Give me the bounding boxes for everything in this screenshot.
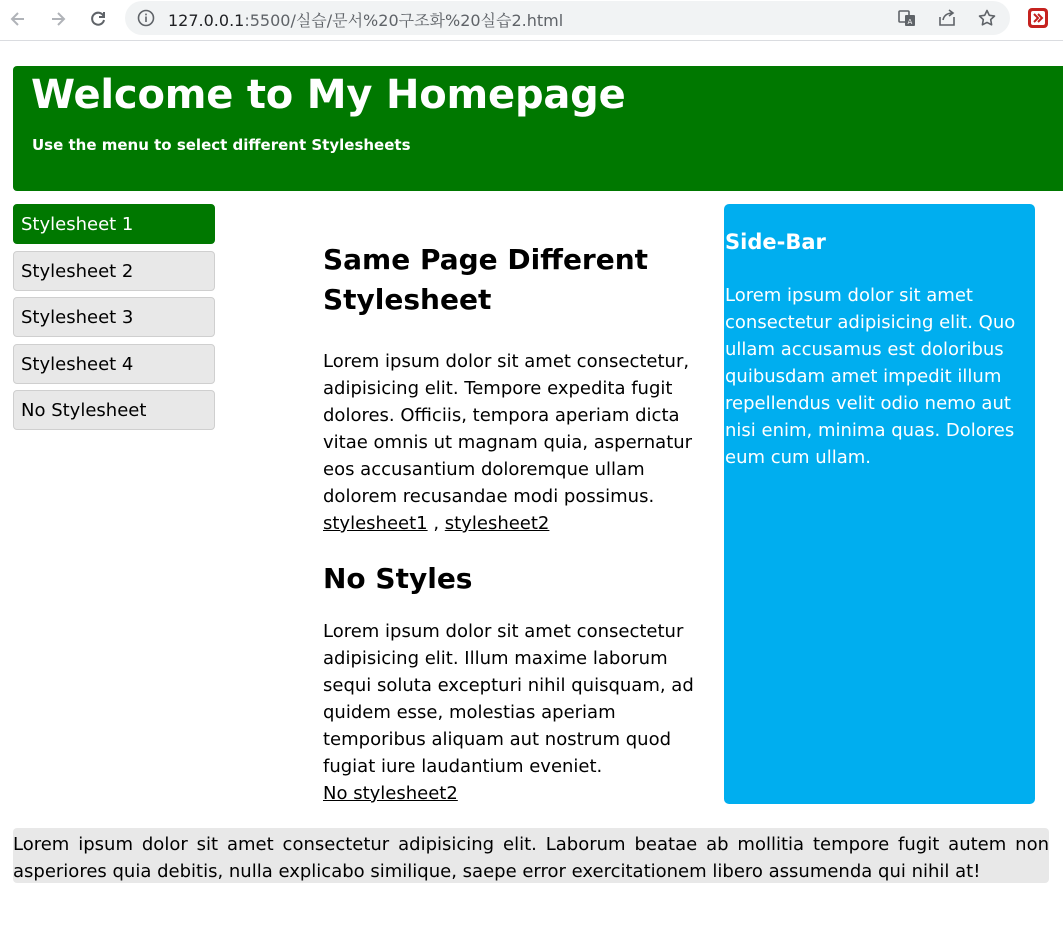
page-footer — [13, 828, 1049, 883]
no-stylesheet2-link[interactable]: No stylesheet2 — [323, 783, 458, 804]
section1-text-block — [323, 348, 701, 537]
url-path: :5500/실습/문서%20구조화%20실습2.html — [244, 11, 564, 30]
stylesheet1-link[interactable]: stylesheet1 — [323, 513, 428, 534]
menu-item-stylesheet-3[interactable]: Stylesheet 3 — [13, 297, 215, 337]
back-button[interactable] — [5, 6, 31, 32]
link-separator: , — [427, 513, 445, 534]
menu-item-no-stylesheet[interactable]: No Stylesheet — [13, 390, 215, 430]
section1-heading: Same Page Different Stylesheet — [323, 243, 649, 316]
arrow-left-icon — [8, 9, 28, 29]
bookmark-star-icon[interactable] — [977, 8, 997, 28]
share-icon[interactable] — [937, 8, 957, 28]
page-subtitle: Use the menu to select different Stylesheets — [32, 136, 411, 154]
stylesheet-menu — [13, 204, 215, 437]
reload-icon — [88, 9, 108, 29]
reload-button[interactable] — [85, 6, 111, 32]
extension-icon[interactable] — [1027, 7, 1049, 29]
svg-text:A: A — [907, 18, 913, 26]
menu-item-stylesheet-2[interactable]: Stylesheet 2 — [13, 251, 215, 291]
browser-toolbar — [0, 0, 1063, 41]
sidebar-heading: Side-Bar — [725, 230, 826, 254]
section1-text: Lorem ipsum dolor sit amet consectetur, adipisicing elit. Tempore expedita fugit dolores. Officiis, tempora aperiam dicta vitae omnis ut magnam quia, aspernatur eos accusantium doloremque ullam dolorem recusandae modi possimus. — [323, 351, 693, 507]
footer-text: Lorem ipsum dolor sit amet consectetur adipisicing elit. Laborum beatae ab mollitia tempore fugit autem non asperiores quia debitis, nulla explicabo similique, saepe error exercitationem libero assumenda qui nihil at! — [13, 834, 1049, 882]
url-host: 127.0.0.1 — [168, 11, 245, 30]
address-bar[interactable] — [125, 1, 1010, 35]
side-bar — [724, 204, 1035, 804]
page-header — [13, 66, 1063, 191]
info-icon[interactable] — [137, 9, 155, 27]
url-text[interactable] — [168, 8, 563, 31]
section2-heading: No Styles — [323, 562, 473, 595]
sidebar-text: Lorem ipsum dolor sit amet consectetur adipisicing elit. Quo ullam accusamus est doloribus quibusdam amet impedit illum repellendus velit odio nemo aut nisi enim, minima quas. Dolores eum cum ullam. — [725, 285, 1016, 468]
page-title: Welcome to My Homepage — [31, 72, 626, 118]
main-content — [323, 240, 701, 807]
section2-text: Lorem ipsum dolor sit amet consectetur adipisicing elit. Illum maxime laborum sequi soluta excepturi nihil quisquam, ad quidem esse, molestias aperiam temporibus aliquam aut nostrum quod fugiat iure laudantium eveniet. — [323, 621, 694, 777]
menu-item-stylesheet-4[interactable]: Stylesheet 4 — [13, 344, 215, 384]
stylesheet2-link[interactable]: stylesheet2 — [444, 513, 550, 534]
forward-button[interactable] — [45, 6, 71, 32]
translate-icon[interactable] — [897, 8, 917, 28]
menu-item-stylesheet-1[interactable]: Stylesheet 1 — [13, 204, 215, 244]
arrow-right-icon — [48, 9, 68, 29]
section2-text-block — [323, 618, 701, 807]
